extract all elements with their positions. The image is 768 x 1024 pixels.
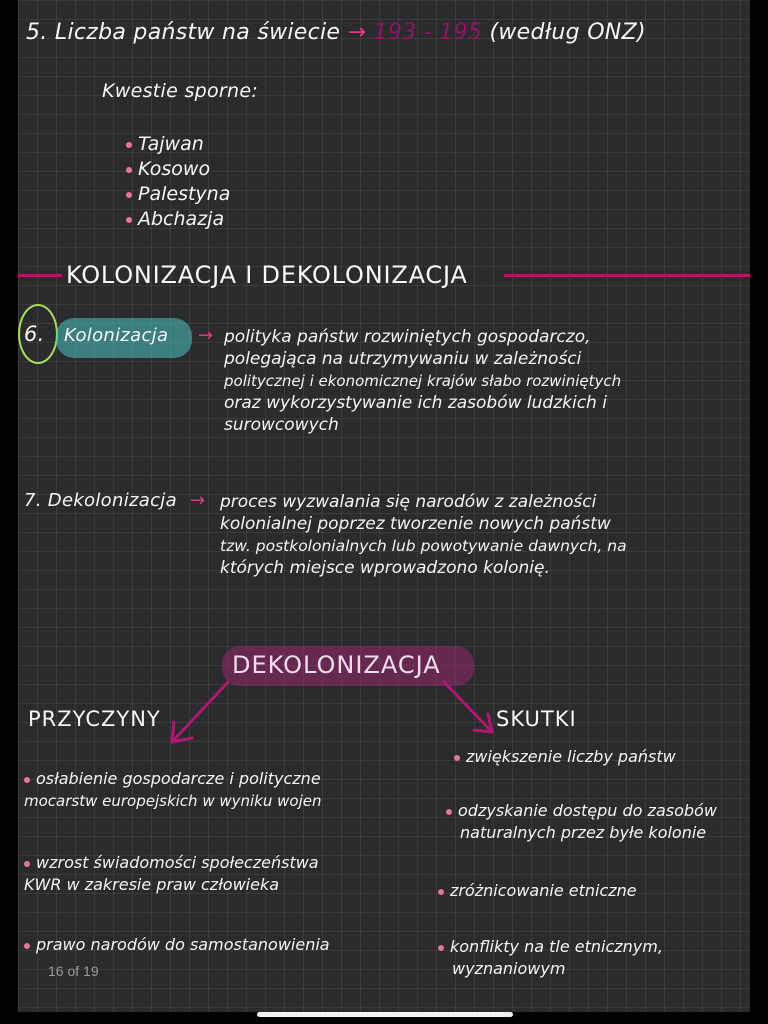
def-6-term: Kolonizacja <box>64 325 169 346</box>
effect-line: naturalnych przez byłe kolonie <box>460 823 707 842</box>
def-6-line: oraz wykorzystywanie ich zasobów ludzkich i <box>224 393 607 413</box>
def-6-line: surowcowych <box>224 415 339 435</box>
disputed-heading: Kwestie sporne: <box>102 80 259 102</box>
arrow-icon: → <box>347 20 367 45</box>
bullet-icon <box>24 943 30 949</box>
def-6-line: polityka państw rozwiniętych gospodarczo, <box>224 327 591 347</box>
list-item-label: Abchazja <box>138 208 225 230</box>
line-5-source: (według ONZ) <box>489 20 646 45</box>
effect-item <box>438 880 637 902</box>
cause-line: prawo narodów do samostanowienia <box>36 935 330 954</box>
effect-line: wyznaniowym <box>452 959 566 978</box>
cause-item <box>24 768 321 812</box>
effect-item <box>454 746 676 768</box>
cause-item <box>24 852 319 896</box>
cause-line: osłabienie gospodarcze i polityczne <box>36 769 321 788</box>
effect-line: zwiększenie liczby państw <box>466 747 676 766</box>
arrow-right-icon <box>444 682 492 732</box>
causes-heading: PRZYCZYNY <box>28 707 161 731</box>
def-7-line: tzw. postkolonialnych lub powotywanie dawnych, na <box>220 537 627 555</box>
def-7-line: kolonialnej poprzez tworzenie nowych państw <box>220 514 611 534</box>
bullet-icon <box>446 809 452 815</box>
bullet-icon <box>438 889 444 895</box>
cause-line: mocarstw europejskich w wyniku wojen <box>24 792 322 810</box>
list-item-label: Palestyna <box>138 183 231 205</box>
arrow-left-icon <box>172 682 228 742</box>
arrow-icon: → <box>198 325 214 346</box>
def-7-line: proces wyzwalania się narodów z zależności <box>220 492 597 512</box>
arrow-icon: → <box>190 490 206 511</box>
effect-line: odzyskanie dostępu do zasobów <box>458 801 717 820</box>
bullet-icon <box>24 861 30 867</box>
cause-line: KWR w zakresie praw człowieka <box>24 875 280 894</box>
effect-line: zróżnicowanie etniczne <box>450 881 637 900</box>
def-6-line: polegająca na utrzymywaniu w zależności <box>224 349 582 369</box>
diagram-title: DEKOLONIZACJA <box>232 651 441 679</box>
def-6-number: 6. <box>24 322 45 346</box>
bullet-icon <box>24 777 30 783</box>
effects-heading: SKUTKI <box>496 707 577 731</box>
effect-item <box>446 800 717 844</box>
effect-item <box>438 936 663 980</box>
country-count-range: 193 - 195 <box>373 20 483 45</box>
line-5-text: 5. Liczba państw na świecie <box>26 20 341 45</box>
def-7-line: których miejsce wprowadzono kolonię. <box>220 558 550 578</box>
def-6-line: politycznej i ekonomicznej krajów słabo rozwiniętych <box>224 372 622 390</box>
page-counter: 16 of 19 <box>48 963 99 979</box>
bullet-icon <box>454 755 460 761</box>
cause-line: wzrost świadomości społeczeństwa <box>36 853 319 872</box>
list-item-label: Tajwan <box>138 133 204 155</box>
bullet-icon <box>438 945 444 951</box>
list-item-label: Kosowo <box>138 158 211 180</box>
cause-item <box>24 934 330 956</box>
def-7-term: 7. Dekolonizacja <box>24 490 177 511</box>
effect-line: konflikty na tle etnicznym, <box>450 937 663 956</box>
section-title: KOLONIZACJA I DEKOLONIZACJA <box>66 261 468 289</box>
notes-page <box>18 0 750 1012</box>
home-indicator[interactable] <box>257 1012 513 1017</box>
